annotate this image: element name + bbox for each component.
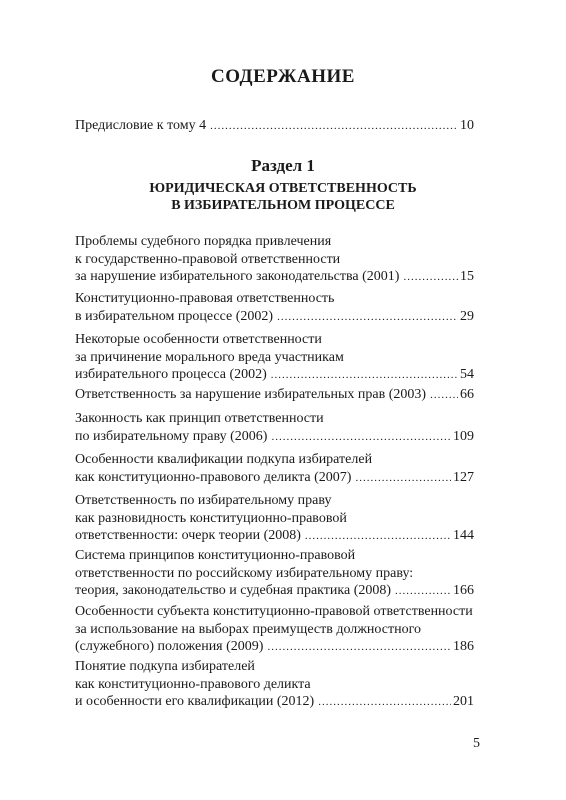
toc-entry-line: избирательного процесса (2002) [75, 367, 267, 382]
toc-entry-line: теория, законодательство и судебная практика (2008) [75, 583, 392, 598]
dot-leader [271, 367, 458, 385]
toc-page-number: 127 [453, 469, 474, 485]
toc-line [75, 366, 474, 385]
toc-entry [75, 331, 474, 385]
toc-page-number: 144 [453, 528, 474, 543]
toc-entry-line: к государственно-правовой ответственности [75, 251, 341, 267]
toc-page-number: 201 [453, 694, 474, 709]
toc-line [75, 428, 474, 447]
section-title-line: В ИЗБИРАТЕЛЬНОМ ПРОЦЕССЕ [171, 198, 395, 213]
toc-entry-line: Система принципов конституционно-правовой [75, 548, 356, 563]
toc-entry [75, 451, 474, 487]
toc-entry-line: за нарушение избирательного законодательства (2001) [75, 269, 400, 284]
toc-entry-line: Ответственность за нарушение избирательных прав (2003) [75, 387, 427, 402]
toc-entry [75, 492, 474, 546]
dot-leader [403, 269, 458, 287]
dot-leader [267, 639, 451, 657]
toc-entry-line: за причинение морального вреда участникам [75, 349, 344, 365]
dot-leader [210, 118, 458, 136]
toc-entry-line: как конституционно-правового деликта [75, 676, 311, 692]
toc-line [75, 308, 474, 327]
toc-entry [75, 547, 474, 601]
toc-entry-line: Особенности субъекта конституционно-правовой ответственности [75, 604, 473, 619]
toc-entry [75, 603, 474, 657]
page-title: СОДЕРЖАНИЕ [211, 66, 355, 87]
dot-leader [277, 309, 458, 327]
dot-leader [355, 470, 451, 488]
toc-line [75, 582, 474, 601]
section-title [0, 180, 566, 214]
toc-entry-line: Проблемы судебного порядка привлечения [75, 234, 332, 249]
dot-leader [305, 528, 451, 546]
toc-entry [75, 658, 474, 712]
toc-entry-line: как конституционно-правового деликта (2007) [75, 469, 352, 485]
toc-line [75, 693, 474, 712]
toc-page-number: 109 [453, 428, 474, 444]
toc-entry-line: Законность как принцип ответственности [75, 411, 324, 426]
toc-entry-line: ответственности по российскому избирательному праву: [75, 565, 414, 581]
toc-entry-line: и особенности его квалификации (2012) [75, 694, 315, 709]
toc-page-number: 10 [460, 118, 474, 133]
toc-entry-preface [75, 117, 474, 136]
toc-entry-text: Предисловие к тому 4 [75, 118, 207, 133]
toc-entry-line: Некоторые особенности ответственности [75, 332, 322, 347]
toc-page-number: 29 [460, 308, 474, 324]
toc-page-number: 166 [453, 583, 474, 598]
toc-entry [75, 290, 474, 326]
toc-entry-line: (служебного) положения (2009) [75, 639, 264, 654]
toc-entry-line: Особенности квалификации подкупа избирателей [75, 452, 373, 467]
dot-leader [318, 694, 451, 712]
toc-entry [75, 410, 474, 446]
dot-leader [271, 429, 451, 447]
toc-entry-line: Конституционно-правовая ответственность [75, 291, 335, 306]
toc-entry-line: за использование на выборах преимуществ должностного [75, 621, 421, 637]
toc-page-number: 54 [460, 367, 474, 382]
page-number: 5 [473, 736, 480, 751]
toc-line [75, 638, 474, 657]
toc-page-number: 15 [460, 269, 474, 284]
toc-entry-line: Ответственность по избирательному праву [75, 493, 332, 508]
toc-entry-line: по избирательному праву (2006) [75, 428, 268, 444]
toc-entry [75, 386, 474, 405]
toc-line [75, 386, 474, 405]
toc-line [75, 268, 474, 287]
toc-entry [75, 233, 474, 287]
toc-entry-line: Понятие подкупа избирателей [75, 659, 255, 674]
toc-line [75, 469, 474, 488]
toc-entry-line: в избирательном процессе (2002) [75, 308, 274, 324]
section-title-line: ЮРИДИЧЕСКАЯ ОТВЕТСТВЕННОСТЬ [149, 181, 417, 196]
dot-leader [395, 583, 451, 601]
toc-entry-line: как разновидность конституционно-правовой [75, 510, 347, 526]
toc-page-number: 186 [453, 639, 474, 654]
toc-line [75, 527, 474, 546]
dot-leader [430, 387, 458, 405]
toc-page-number: 66 [460, 387, 474, 402]
toc-line [75, 117, 474, 136]
section-number: Раздел 1 [251, 156, 315, 175]
toc-entry-line: ответственности: очерк теории (2008) [75, 528, 301, 543]
